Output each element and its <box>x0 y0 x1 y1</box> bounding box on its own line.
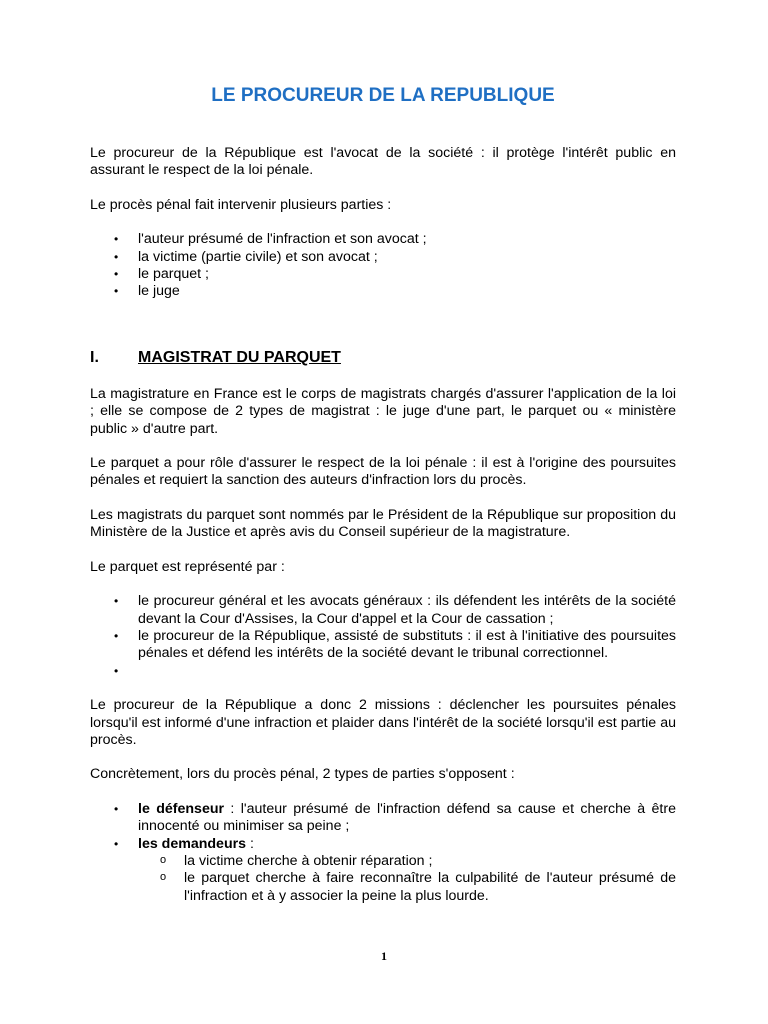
list-item-plaintiffs <box>90 836 676 906</box>
document-title: LE PROCUREUR DE LA REPUBLIQUE <box>211 85 555 106</box>
represented-list <box>90 593 676 680</box>
list-item-empty <box>90 663 676 680</box>
list-item: • la victime (partie civile) et son avocat ; <box>90 249 676 266</box>
section-title: MAGISTRAT DU PARQUET <box>138 348 341 366</box>
defender-text: : l'auteur présumé de l'infraction défend sa cause et cherche à être innocenté ou minimiser sa peine ; <box>138 800 676 835</box>
intro-paragraph-1: Le procureur de la République est l'avocat de la société : il protège l'intérêt public en assurant le respect de la loi pénale. <box>90 145 676 179</box>
opposing-parties-list <box>90 801 676 905</box>
intro-paragraph-2: Le procès pénal fait intervenir plusieurs parties : <box>90 196 392 213</box>
list-item: • le parquet ; <box>90 266 676 283</box>
plaintiffs-sublist <box>138 853 676 905</box>
list-item: • l'auteur présumé de l'infraction et son avocat ; <box>90 231 676 248</box>
section-heading <box>90 348 676 368</box>
sub-list-item: o la victime cherche à obtenir réparation ; <box>138 853 676 870</box>
list-item: • le juge <box>90 283 676 300</box>
plaintiffs-text: : <box>246 835 254 852</box>
section-paragraph-6: Concrètement, lors du procès pénal, 2 types de parties s'opposent : <box>90 766 515 783</box>
section-paragraph-3: Les magistrats du parquet sont nommés par le Président de la République sur proposition du Ministère de la Justice et après avis du Conseil supérieur de la magistrature. <box>90 506 676 541</box>
plaintiffs-label: les demandeurs <box>138 835 247 852</box>
list-item: • le procureur général et les avocats généraux : ils défendent les intérêts de la société devant la Cour d'Assises, la Cour d'appel et la Cour de cassation ; <box>90 593 676 628</box>
section-number: I. <box>90 348 99 366</box>
parties-list <box>90 231 676 301</box>
section-paragraph-4: Le parquet est représenté par : <box>90 558 285 575</box>
list-item-defender <box>90 801 676 836</box>
section-paragraph-1: La magistrature en France est le corps de magistrats chargés d'assurer l'application de la loi ; elle se compose de 2 types de magistrat : le juge d'une part, le parquet ou « ministère public » d'autre part. <box>90 385 676 437</box>
defender-label: le défenseur <box>138 800 225 817</box>
list-item: • le procureur de la République, assisté de substituts : il est à l'initiative des poursuites pénales et défend les intérêts de la société devant le tribunal correctionnel. <box>90 628 676 663</box>
sub-list-item: o le parquet cherche à faire reconnaître la culpabilité de l'auteur présumé de l'infraction et à y associer la peine la plus lourde. <box>138 870 676 905</box>
section-paragraph-5: Le procureur de la République a donc 2 missions : déclencher les poursuites pénales lorsqu'il est informé d'une infraction et plaider dans l'intérêt de la société lorsqu'il est partie au procès. <box>90 697 676 748</box>
section-paragraph-2: Le parquet a pour rôle d'assurer le respect de la loi pénale : il est à l'origine des poursuites pénales et requiert la sanction des auteurs d'infraction lors du procès. <box>90 455 676 489</box>
page-number: 1 <box>381 949 387 963</box>
